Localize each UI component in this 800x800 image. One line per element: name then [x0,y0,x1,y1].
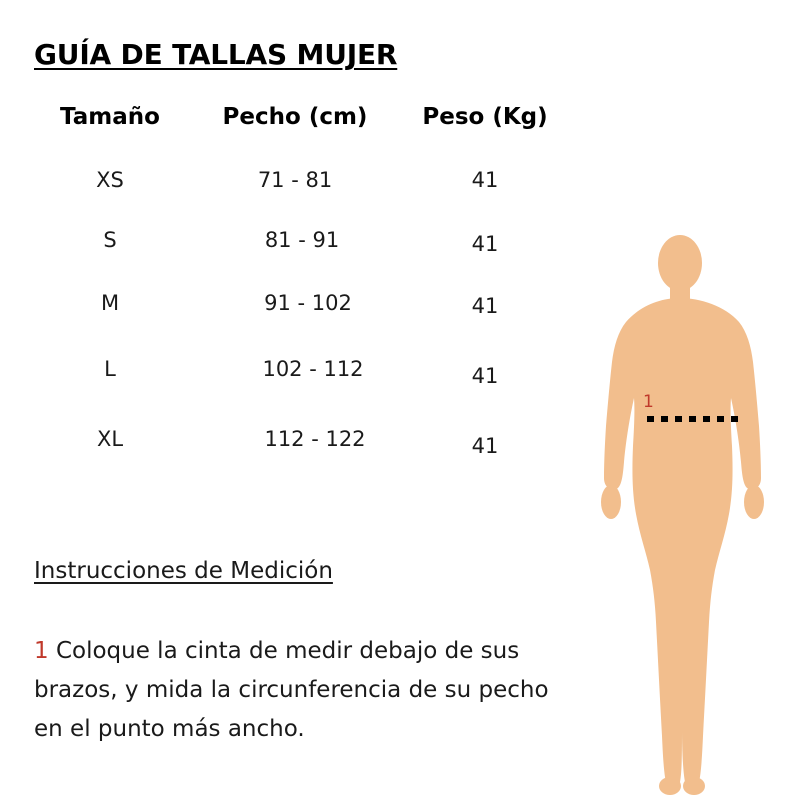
column-header-weight: Peso (Kg) [422,104,548,130]
table-row [30,208,570,272]
cell-chest: 71 - 81 [257,168,333,192]
cell-size: M [100,291,120,315]
size-table [30,100,570,474]
column-header-size: Tamaño [60,104,160,130]
cell-weight: 41 [471,294,499,318]
female-body-silhouette [560,230,800,800]
cell-size: L [104,357,116,381]
silhouette-shape [601,235,764,795]
cell-chest: 91 - 102 [264,291,352,315]
size-table-header [30,100,570,152]
cell-size: S [103,228,117,252]
cell-weight: 41 [471,168,499,192]
cell-weight: 41 [471,434,499,458]
table-row [30,152,570,208]
instructions-heading: Instrucciones de Medición [34,558,333,584]
size-table-body [30,152,570,474]
instruction-body-text: Coloque la cinta de medir debajo de sus brazos, y mida la circunferencia de su pecho en el punto más ancho. [34,638,549,742]
chest-measure-marker-label: 1 [643,392,654,412]
body-figure [560,230,800,800]
cell-chest: 81 - 91 [264,228,340,252]
table-row [30,334,570,404]
instructions-text [34,632,554,749]
cell-weight: 41 [471,364,499,388]
table-row [30,404,570,474]
column-header-chest: Pecho (cm) [222,104,368,130]
cell-size: XL [96,427,124,451]
cell-chest: 102 - 112 [262,357,364,381]
instruction-marker-number: 1 [34,638,56,664]
cell-size: XS [96,168,124,192]
table-header-row [30,100,570,152]
cell-weight: 41 [471,232,499,256]
cell-chest: 112 - 122 [264,427,366,451]
page-title: GUÍA DE TALLAS MUJER [34,38,398,71]
table-row [30,272,570,334]
